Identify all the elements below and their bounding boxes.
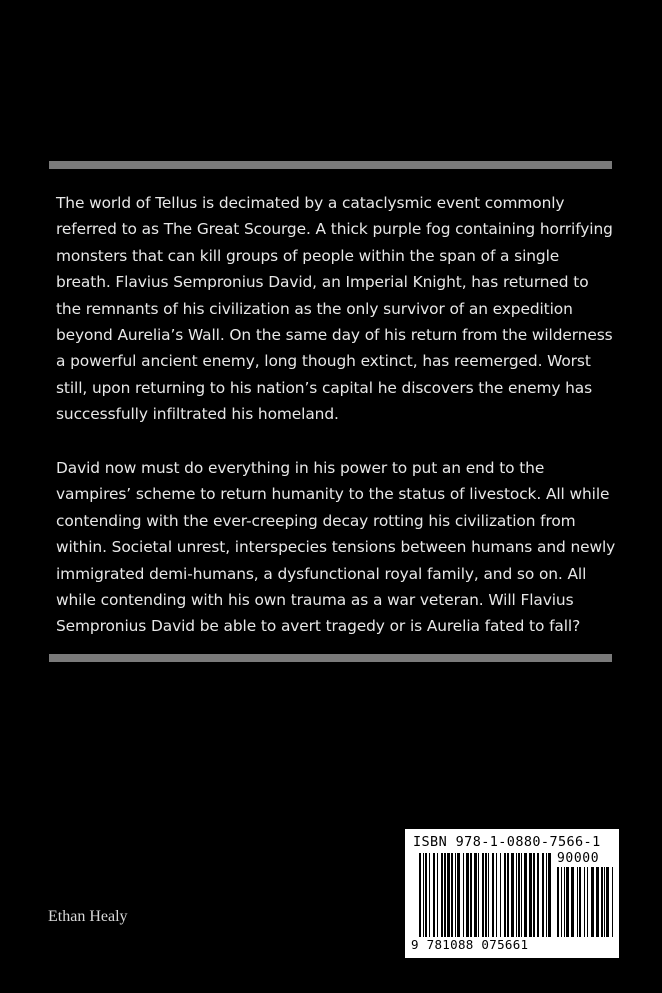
barcode-bar [516,853,517,937]
addon-bar [601,867,603,937]
barcode-bar [511,853,514,937]
barcode-bar [451,853,453,937]
barcode-bar [441,853,443,937]
barcode-bar [463,853,464,937]
barcode-bar [533,853,535,937]
addon-bar [591,867,594,937]
barcode-bar [529,853,532,937]
blurb-paragraph-2 [56,455,616,640]
addon-bar [587,867,588,937]
barcode-bar [507,853,509,937]
blurb-text: David now must do everything in his power to put an end to the vampires’ scheme to return humanity to the status of livestock. All while contending with the ever-creeping decay rotting his civilization from within. Societal unrest, interspecies tensions between humans and newly immigrated demi-humans, a dysfunctional royal family, and so on. All while contending with his own trauma as a war veteran. Will Flavius Sempronius David be able to avert tragedy or is Aurelia fated to fall? [56,459,616,636]
barcode-bar [425,853,427,937]
barcode-bar [429,853,430,937]
addon-bar [579,867,581,937]
addon-bar [596,867,599,937]
barcode-bar [504,853,506,937]
barcode-bar [524,853,527,937]
barcode-bar [548,853,551,937]
barcode-bar [433,853,435,937]
barcode-bar [419,853,421,937]
barcode-bar [466,853,469,937]
barcode-bar [485,853,487,937]
addon-bar [604,867,605,937]
barcode-digits: 9 781088 075661 [411,937,529,952]
barcode-bar [444,853,446,937]
barcode-bar [455,853,456,937]
addon-bar [606,867,609,937]
addon-bar [566,867,569,937]
barcode-bar [474,853,477,937]
barcode-bar [478,853,479,937]
addon-bar [564,867,565,937]
barcode-bar [521,853,522,937]
addon-bar [557,867,559,937]
top-divider [49,161,612,169]
addon-bar [561,867,562,937]
barcode-bar [542,853,544,937]
barcode-bar [500,853,501,937]
barcode-bar [546,853,547,937]
barcode-bar [423,853,424,937]
barcode-bar [537,853,539,937]
barcode-bar [470,853,472,937]
barcode-bar [492,853,494,937]
author-name: Ethan Healy [48,908,128,925]
barcode-bar [482,853,484,937]
bottom-divider [49,654,612,662]
barcode-bar [447,853,450,937]
barcode-bar [457,853,460,937]
addon-bar [612,867,613,937]
isbn-label: ISBN 978-1-0880-7566-1 [413,834,601,850]
isbn-barcode [405,829,619,958]
price-code: 90000 [557,851,600,866]
addon-bar [571,867,574,937]
barcode-bar [518,853,520,937]
barcode-bar [437,853,438,937]
addon-bar [584,867,585,937]
addon-bar [577,867,578,937]
barcode-bar [496,853,497,937]
blurb-paragraph-1 [56,190,616,428]
barcode-bar [488,853,489,937]
blurb-text: The world of Tellus is decimated by a cataclysmic event commonly referred to as The Great Scourge. A thick purple fog containing horrifying monsters that can kill groups of people within the span of a single breath. Flavius Sempronius David, an Imperial Knight, has returned to the remnants of his civilization as the only survivor of an expedition beyond Aurelia’s Wall. On the same day of his return from the wilderness a powerful ancient enemy, long though extinct, has reemerged. Worst still, upon returning to his nation’s capital he discovers the enemy has successfully infiltrated his homeland. [56,194,613,424]
